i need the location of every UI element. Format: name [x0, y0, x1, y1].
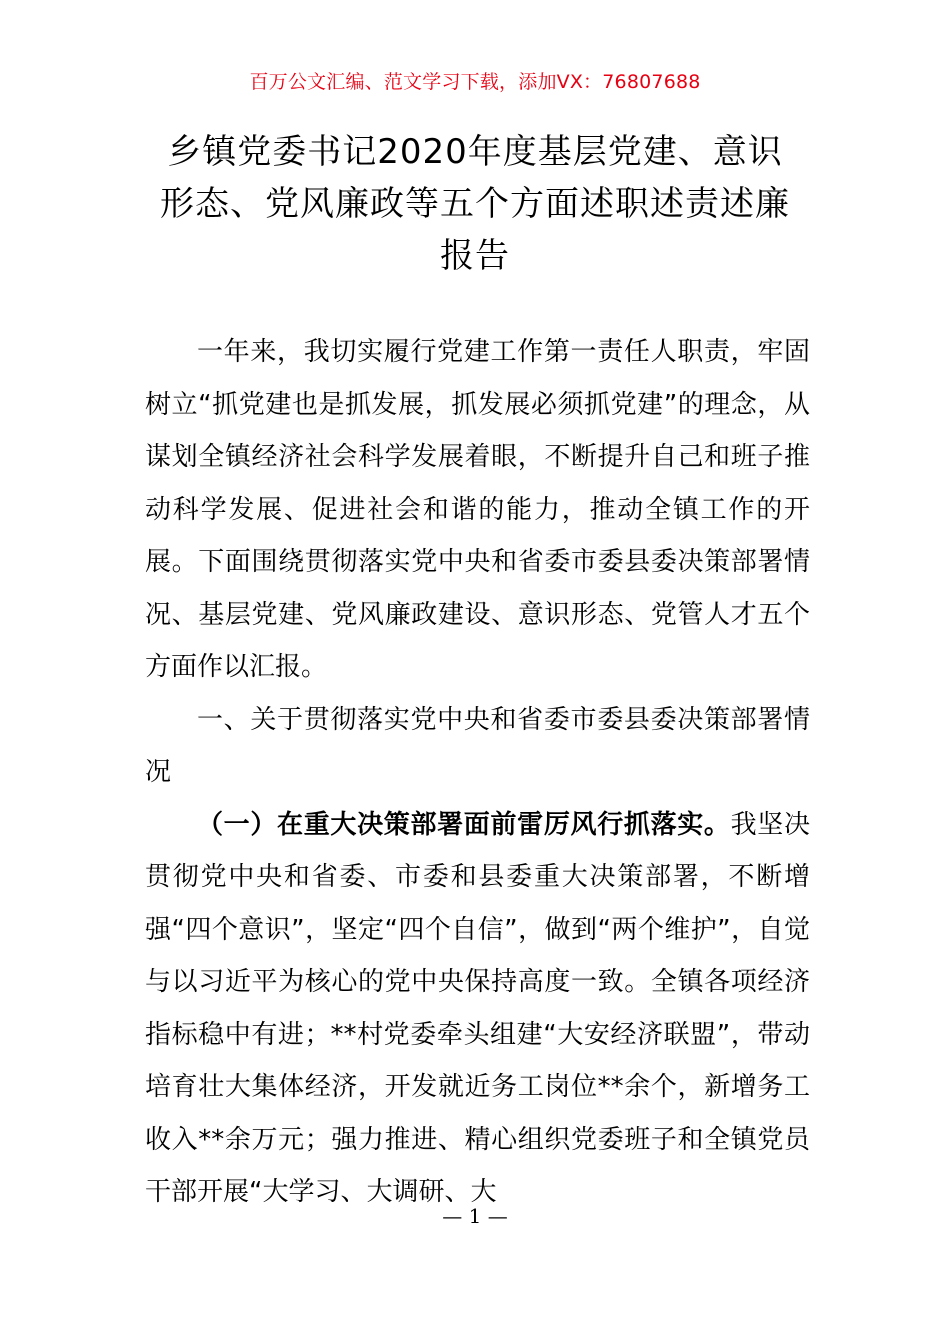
title-line-1: 乡镇党委书记2020年度基层党建、意识 — [167, 132, 783, 172]
intro-paragraph: 一年来，我切实履行党建工作第一责任人职责，牢固树立“抓党建也是抓发展，抓发展必须抓党建”的理念，从谋划全镇经济社会科学发展着眼，不断提升自己和班子推动科学发展、促进社会和谐的能力，推动全镇工作的开展。下面围绕贯彻落实党中央和省委市委县委决策部署情况、基层党建、党风廉政建设、意识形态、党管人才五个方面作以汇报。 — [145, 337, 810, 682]
section-heading-1: 一、关于贯彻落实党中央和省委市委县委决策部署情况 — [145, 704, 810, 787]
title-line-2: 形态、党风廉政等五个方面述职述责述廉 — [160, 184, 790, 224]
page-number: — 1 — — [442, 1204, 508, 1228]
subsection-heading-1: （一）在重大决策部署面前雷厉风行抓落实。 — [197, 809, 731, 840]
title-line-3: 报告 — [440, 236, 510, 276]
document-body — [145, 326, 810, 1219]
promo-header: 百万公文汇编、范文学习下载，添加VX：76807688 — [249, 71, 701, 93]
document-title — [120, 126, 830, 282]
subsection-text-1: 我坚决贯彻党中央和省委、市委和县委重大决策部署，不断增强“四个意识”，坚定“四个自信”，做到“两个维护”，自觉与以习近平为核心的党中央保持高度一致。全镇各项经济指标稳中有进；**村党委牵头组建“大安经济联盟”，带动培育壮大集体经济，开发就近务工岗位**余个，新增务工收入**余万元；强力推进、精心组织党委班子和全镇党员干部开展“大学习、大调研、大 — [145, 809, 810, 1207]
subsection-paragraph-1 — [145, 799, 810, 1219]
